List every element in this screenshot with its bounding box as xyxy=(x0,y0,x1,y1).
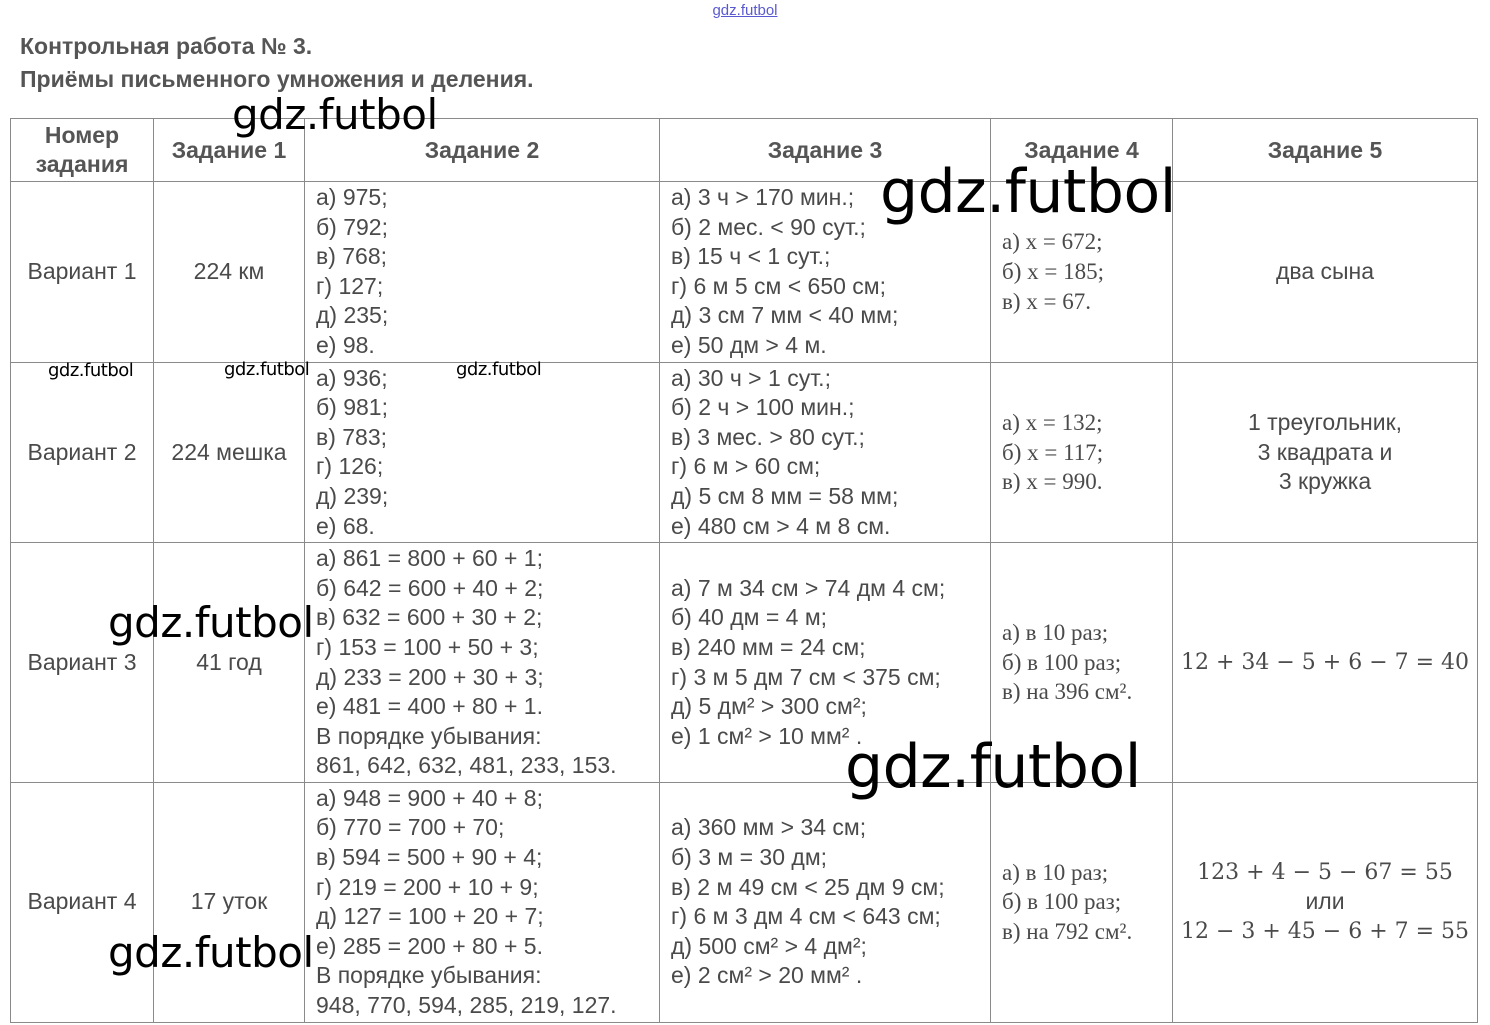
answer-line: в) x = 990. xyxy=(1002,469,1103,495)
answers-table xyxy=(10,118,1478,1023)
answer-line: а) 861 = 800 + 60 + 1; xyxy=(316,545,543,572)
table-row xyxy=(11,182,1478,363)
answer-line: в) 3 мес. > 80 сут.; xyxy=(671,423,865,450)
answer-line: а) 948 = 900 + 40 + 8; xyxy=(316,784,543,811)
answer-line: или xyxy=(1305,888,1345,915)
task2-answers xyxy=(305,362,660,543)
answer-line: а) в 10 раз; xyxy=(1002,859,1109,885)
answer-line: д) 5 см 8 мм = 58 мм; xyxy=(671,482,899,509)
answer-line: е) 1 см² > 10 мм² . xyxy=(671,722,863,749)
header-task-3: Задание 3 xyxy=(660,119,991,182)
answer-line: два сына xyxy=(1275,257,1375,284)
task1-answer: 41 год xyxy=(154,543,305,783)
watermark: gdz.futbol xyxy=(456,359,542,380)
header-task-2: Задание 2 xyxy=(305,119,660,182)
answer-line: в) 15 ч < 1 сут.; xyxy=(671,243,831,270)
answer-line: в) на 396 см². xyxy=(1002,679,1133,705)
task2-answers xyxy=(305,782,660,1022)
page-title: Контрольная работа № 3. xyxy=(20,33,313,59)
answer-line: г) 153 = 100 + 50 + 3; xyxy=(316,633,539,660)
task2-answers xyxy=(305,543,660,783)
answer-line: в) 783; xyxy=(316,423,388,450)
answer-line: 12 − 3 + 45 − 6 + 7 = 55 xyxy=(1180,919,1470,945)
answer-line: а) 30 ч > 1 сут.; xyxy=(671,364,831,391)
task2-answers xyxy=(305,182,660,363)
answer-line: а) x = 672; xyxy=(1002,229,1103,255)
answer-line: д) 3 см 7 мм < 40 мм; xyxy=(671,302,899,329)
answer-line: а) x = 132; xyxy=(1002,409,1103,435)
answer-line: б) 792; xyxy=(316,213,388,240)
header-task-number: Номер задания xyxy=(11,119,154,182)
answer-line: г) 126; xyxy=(316,453,384,480)
answer-line: а) 360 мм > 34 см; xyxy=(671,814,867,841)
task5-answer xyxy=(1173,362,1478,543)
answer-line: В порядке убывания: xyxy=(316,962,542,989)
answer-line: д) 500 см² > 4 дм²; xyxy=(671,932,867,959)
answer-line: г) 127; xyxy=(316,272,384,299)
variant-label: Вариант 1 xyxy=(11,182,154,363)
answer-line: д) 127 = 100 + 20 + 7; xyxy=(316,903,544,930)
task3-answers xyxy=(660,782,991,1022)
answer-line: в) 632 = 600 + 30 + 2; xyxy=(316,604,543,631)
task5-answer xyxy=(1173,782,1478,1022)
title-block xyxy=(20,30,534,96)
answer-line: в) 594 = 500 + 90 + 4; xyxy=(316,844,543,871)
answer-line: е) 98. xyxy=(316,331,375,358)
answer-line: а) 7 м 34 см > 74 дм 4 см; xyxy=(671,574,946,601)
answer-line: г) 6 м 3 дм 4 см < 643 см; xyxy=(671,903,941,930)
variant-label: Вариант 3 xyxy=(11,543,154,783)
answer-line: б) 2 ч > 100 мин.; xyxy=(671,394,855,421)
answer-line: г) 6 м > 60 см; xyxy=(671,453,821,480)
answer-line: е) 481 = 400 + 80 + 1. xyxy=(316,693,543,720)
answer-line: 861, 642, 632, 481, 233, 153. xyxy=(316,752,617,779)
answer-line: е) 68. xyxy=(316,512,375,539)
answer-line: г) 3 м 5 дм 7 см < 375 см; xyxy=(671,663,941,690)
page-subtitle: Приёмы письменного умножения и деления. xyxy=(20,66,534,92)
watermark: gdz.futbol xyxy=(108,598,314,647)
answer-line: б) 981; xyxy=(316,394,388,421)
header-task-5: Задание 5 xyxy=(1173,119,1478,182)
answer-line: е) 480 см > 4 м 8 см. xyxy=(671,512,891,539)
answer-line: б) 2 мес. < 90 сут.; xyxy=(671,213,866,240)
task5-answer xyxy=(1173,182,1478,363)
table-row xyxy=(11,362,1478,543)
task3-answers xyxy=(660,362,991,543)
answer-line: д) 233 = 200 + 30 + 3; xyxy=(316,663,544,690)
answer-line: 3 кружка xyxy=(1278,468,1372,495)
answer-line: б) в 100 раз; xyxy=(1002,889,1122,915)
watermark: gdz.futbol xyxy=(880,157,1176,227)
answer-line: в) 240 мм = 24 см; xyxy=(671,633,866,660)
answer-line: д) 239; xyxy=(316,482,389,509)
watermark: gdz.futbol xyxy=(232,90,438,139)
task1-answer: 224 мешка xyxy=(154,362,305,543)
answer-line: в) 768; xyxy=(316,243,388,270)
watermark: gdz.futbol xyxy=(224,359,310,380)
answer-line: 123 + 4 − 5 − 67 = 55 xyxy=(1197,859,1453,885)
site-mark-link[interactable]: gdz.futbol xyxy=(712,2,778,19)
answer-line: 1 треугольник, xyxy=(1247,408,1403,435)
answer-line: в) на 792 см². xyxy=(1002,919,1133,945)
answer-line: е) 50 дм > 4 м. xyxy=(671,331,827,358)
answer-line: а) в 10 раз; xyxy=(1002,620,1109,646)
answer-line: б) 770 = 700 + 70; xyxy=(316,814,505,841)
answer-line: В порядке убывания: xyxy=(316,722,542,749)
table-row xyxy=(11,543,1478,783)
answer-line: б) 642 = 600 + 40 + 2; xyxy=(316,574,544,601)
answer-line: б) в 100 раз; xyxy=(1002,649,1122,675)
task4-answers xyxy=(991,782,1173,1022)
answer-line: е) 285 = 200 + 80 + 5. xyxy=(316,932,543,959)
task1-answer: 17 уток xyxy=(154,782,305,1022)
variant-label: Вариант 4 xyxy=(11,782,154,1022)
answer-line: б) x = 117; xyxy=(1002,439,1104,465)
answer-line: е) 2 см² > 20 мм² . xyxy=(671,962,863,989)
answer-line: г) 219 = 200 + 10 + 9; xyxy=(316,873,539,900)
answer-line: б) 40 дм = 4 м; xyxy=(671,604,828,631)
answer-line: г) 6 м 5 см < 650 см; xyxy=(671,272,886,299)
answer-line: а) 936; xyxy=(316,364,388,391)
answer-line: а) 975; xyxy=(316,184,388,210)
watermark: gdz.futbol xyxy=(108,928,314,977)
answer-line: в) 2 м 49 см < 25 дм 9 см; xyxy=(671,873,945,900)
answer-line: а) 3 ч > 170 мин.; xyxy=(671,184,855,210)
task4-answers xyxy=(991,362,1173,543)
answer-line: б) 3 м = 30 дм; xyxy=(671,844,828,871)
table-header-row xyxy=(11,119,1478,182)
answer-line: д) 5 дм² > 300 см²; xyxy=(671,693,867,720)
task1-answer: 224 км xyxy=(154,182,305,363)
answer-line: 12 + 34 − 5 + 6 − 7 = 40 xyxy=(1180,649,1470,675)
header-task-4: Задание 4 xyxy=(991,119,1173,182)
variant-label: Вариант 2 xyxy=(11,362,154,543)
answer-line: в) x = 67. xyxy=(1002,288,1091,314)
table-row xyxy=(11,782,1478,1022)
answer-line: 948, 770, 594, 285, 219, 127. xyxy=(316,992,617,1019)
task5-answer xyxy=(1173,543,1478,783)
answer-line: 3 квадрата и xyxy=(1257,438,1393,465)
answer-line: д) 235; xyxy=(316,302,389,329)
header-task-1: Задание 1 xyxy=(154,119,305,182)
watermark: gdz.futbol xyxy=(845,732,1141,802)
watermark: gdz.futbol xyxy=(48,360,134,381)
answer-line: б) x = 185; xyxy=(1002,258,1104,284)
